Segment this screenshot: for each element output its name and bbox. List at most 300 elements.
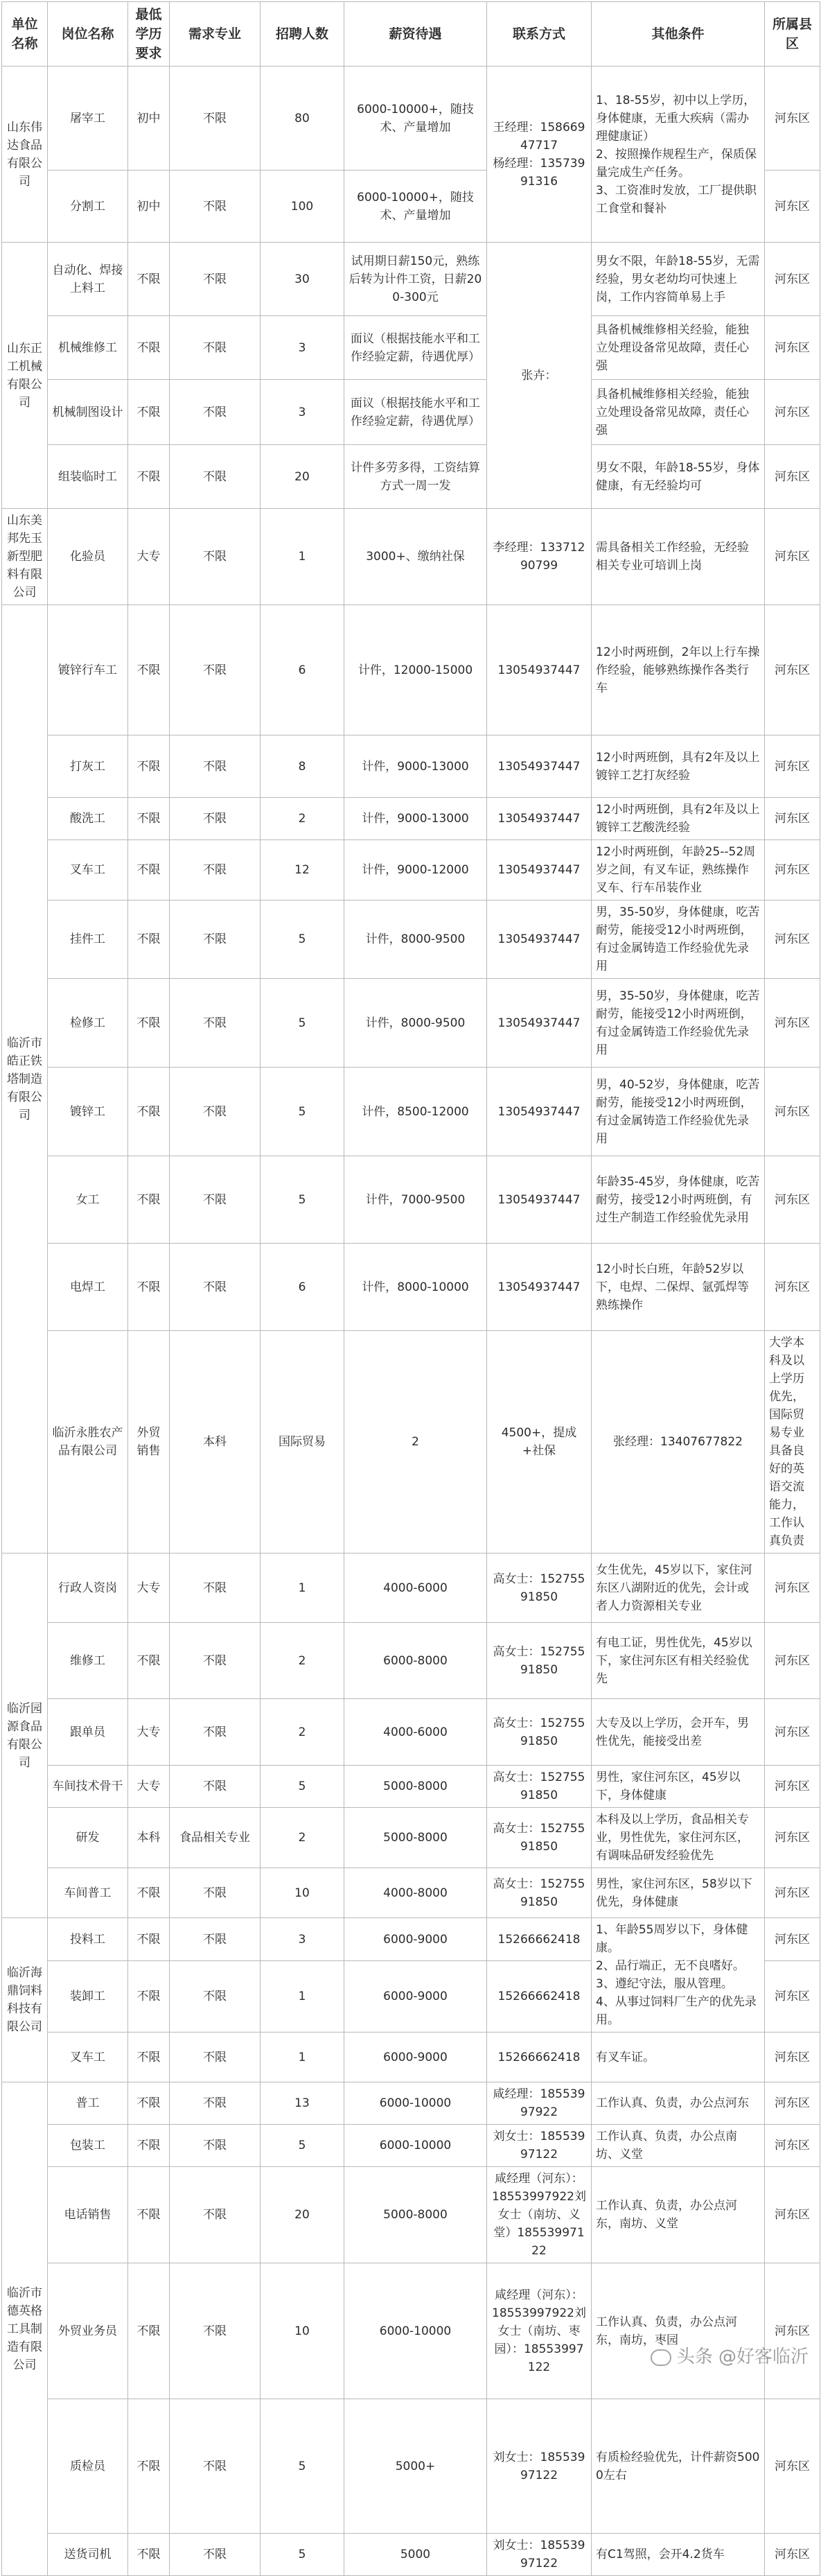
position-cell: 挂件工 <box>48 900 128 979</box>
table-row <box>2 445 820 509</box>
edu-cell: 不限 <box>128 316 170 380</box>
job-table <box>1 1 820 2576</box>
contact-cell: 15266662418 <box>487 1961 592 2033</box>
table-row <box>2 1623 820 1699</box>
table-row <box>2 2125 820 2167</box>
edu-cell: 不限 <box>128 1623 170 1699</box>
table-row <box>2 2082 820 2125</box>
conditions-cell: 12小时两班倒，2年以上行车操作经验，能够熟练操作各类行车 <box>592 605 765 736</box>
edu-cell: 大专 <box>128 1766 170 1808</box>
salary-cell: 6000-8000 <box>344 1623 487 1699</box>
conditions-cell: 有质检经验优先，计件薪资5000左右 <box>592 2399 765 2534</box>
company-cell: 山东正工机械有限公司 <box>2 243 48 509</box>
table-row <box>2 798 820 840</box>
major-cell: 不限 <box>170 445 261 509</box>
company-cell: 临沂海鼎饲料科技有限公司 <box>2 1918 48 2082</box>
edu-cell: 不限 <box>128 798 170 840</box>
count-cell: 1 <box>261 1554 344 1623</box>
salary-cell: 计件，8500-12000 <box>344 1068 487 1156</box>
chat-bubble-icon <box>651 2349 671 2366</box>
edu-cell: 不限 <box>128 2534 170 2576</box>
salary-cell: 6000-10000+，随技术、产量增加 <box>344 67 487 171</box>
major-cell: 不限 <box>170 1068 261 1156</box>
major-cell: 不限 <box>170 979 261 1068</box>
county-cell: 河东区 <box>765 605 820 736</box>
table-row <box>2 243 820 316</box>
table-row <box>2 1068 820 1156</box>
table-row <box>2 2167 820 2263</box>
conditions-cell: 有C1驾照，会开4.2货车 <box>592 2534 765 2576</box>
position-cell: 女工 <box>48 1156 128 1244</box>
position-cell: 装卸工 <box>48 1961 128 2033</box>
contact-cell: 高女士：15275591850 <box>487 1766 592 1808</box>
contact-cell: 张经理：13407677822 <box>592 1331 765 1554</box>
major-cell: 不限 <box>170 2082 261 2125</box>
salary-cell: 6000-10000 <box>344 2263 487 2399</box>
edu-cell: 大专 <box>128 1554 170 1623</box>
count-cell: 1 <box>261 1961 344 2033</box>
salary-cell: 计件，9000-12000 <box>344 840 487 900</box>
company-cell: 临沂永胜农产品有限公司 <box>48 1331 128 1554</box>
major-cell: 国际贸易 <box>261 1331 344 1554</box>
edu-cell: 不限 <box>128 1961 170 2033</box>
position-cell: 叉车工 <box>48 2033 128 2082</box>
position-cell: 研发 <box>48 1808 128 1868</box>
edu-header: 最低学历要求 <box>128 2 170 67</box>
position-cell: 普工 <box>48 2082 128 2125</box>
salary-cell: 计件多劳多得，工资结算方式一周一发 <box>344 445 487 509</box>
county-cell: 河东区 <box>765 1766 820 1808</box>
count-cell: 5 <box>261 2399 344 2534</box>
salary-cell: 5000-8000 <box>344 1766 487 1808</box>
edu-cell: 不限 <box>128 2167 170 2263</box>
county-cell: 河东区 <box>765 1868 820 1918</box>
salary-cell: 5000+ <box>344 2399 487 2534</box>
conditions-cell: 男，35-50岁，身体健康，吃苦耐劳，能接受12小时两班倒，有过金属铸造工作经验优先录用 <box>592 900 765 979</box>
contact-cell: 刘女士：18553997122 <box>487 2125 592 2167</box>
count-cell: 6 <box>261 605 344 736</box>
county-cell: 河东区 <box>765 1961 820 2033</box>
conditions-cell: 工作认真、负责，办公点南坊、义堂 <box>592 2125 765 2167</box>
county-cell: 河东区 <box>765 243 820 316</box>
salary-cell: 计件，9000-13000 <box>344 798 487 840</box>
company-cell: 山东伟达食品有限公司 <box>2 67 48 243</box>
contact-cell: 13054937447 <box>487 736 592 798</box>
company-cell: 临沂园源食品有限公司 <box>2 1554 48 1918</box>
contact-cell: 13054937447 <box>487 1156 592 1244</box>
major-cell: 不限 <box>170 1918 261 1961</box>
edu-cell: 不限 <box>128 380 170 445</box>
table-row <box>2 1554 820 1623</box>
salary-cell: 面议（根据技能水平和工作经验定薪，待遇优厚） <box>344 316 487 380</box>
major-cell: 不限 <box>170 1554 261 1623</box>
table-row <box>2 2399 820 2534</box>
conditions-cell: 本科及以上学历，食品相关专业，男性优先，家住河东区，有调味品研发经验优先 <box>592 1808 765 1868</box>
county-cell: 河东区 <box>765 736 820 798</box>
position-cell: 组装临时工 <box>48 445 128 509</box>
edu-cell: 不限 <box>128 243 170 316</box>
edu-cell: 不限 <box>128 2033 170 2082</box>
county-cell: 河东区 <box>765 979 820 1068</box>
salary-cell: 4000-8000 <box>344 1868 487 1918</box>
county-cell: 河东区 <box>765 67 820 171</box>
major-cell: 不限 <box>170 900 261 979</box>
contact-cell: 13054937447 <box>487 1244 592 1331</box>
salary-cell: 6000-10000 <box>344 2082 487 2125</box>
major-cell: 不限 <box>170 1156 261 1244</box>
count-cell: 12 <box>261 840 344 900</box>
county-cell: 河东区 <box>765 1156 820 1244</box>
contact-cell: 高女士：15275591850 <box>487 1623 592 1699</box>
contact-cell: 15266662418 <box>487 1918 592 1961</box>
contact-cell: 13054937447 <box>487 900 592 979</box>
edu-cell: 不限 <box>128 979 170 1068</box>
table-row <box>2 1918 820 1961</box>
conditions-cell: 男女不限，年龄18-55岁，无需经验，男女老幼均可快速上岗，工作内容简单易上手 <box>592 243 765 316</box>
table-row <box>2 380 820 445</box>
salary-cell: 计件，9000-13000 <box>344 736 487 798</box>
county-cell: 河东区 <box>765 1808 820 1868</box>
county-cell: 河东区 <box>765 798 820 840</box>
major-cell: 不限 <box>170 798 261 840</box>
edu-cell: 初中 <box>128 67 170 171</box>
county-cell: 河东区 <box>765 1623 820 1699</box>
county-cell: 河东区 <box>765 509 820 605</box>
contact-cell: 高女士：15275591850 <box>487 1554 592 1623</box>
major-cell: 不限 <box>170 2125 261 2167</box>
table-row <box>2 1699 820 1766</box>
count-cell: 5 <box>261 1156 344 1244</box>
conditions-cell: 1、年龄55周岁以下，身体健康。 2、品行端正，无不良嗜好。 3、遵纪守法，服从管理。 4、从事过饲料厂生产的优先录用。 <box>592 1918 765 2033</box>
major-cell: 不限 <box>170 2534 261 2576</box>
contact-cell: 13054937447 <box>487 979 592 1068</box>
county-cell: 河东区 <box>765 1699 820 1766</box>
edu-cell: 不限 <box>128 2399 170 2534</box>
edu-cell: 大专 <box>128 1699 170 1766</box>
salary-cell: 4000-6000 <box>344 1554 487 1623</box>
count-cell: 80 <box>261 67 344 171</box>
edu-cell: 不限 <box>128 1068 170 1156</box>
count-cell: 3 <box>261 380 344 445</box>
county-cell: 河东区 <box>765 840 820 900</box>
edu-cell: 本科 <box>170 1331 261 1554</box>
conditions-cell: 年龄35-45岁，身体健康，吃苦耐劳，接受12小时两班倒，有过生产制造工作经验优先录用 <box>592 1156 765 1244</box>
edu-cell: 不限 <box>128 605 170 736</box>
table-row <box>2 736 820 798</box>
major-cell: 不限 <box>170 2263 261 2399</box>
company-cell: 山东美邦先玉新型肥料有限公司 <box>2 509 48 605</box>
salary-cell: 计件，12000-15000 <box>344 605 487 736</box>
contact-cell: 13054937447 <box>487 840 592 900</box>
contact-cell: 高女士：15275591850 <box>487 1699 592 1766</box>
count-cell: 10 <box>261 1868 344 1918</box>
contact-cell: 13054937447 <box>487 605 592 736</box>
major-cell: 不限 <box>170 67 261 171</box>
position-cell: 外贸销售 <box>128 1331 170 1554</box>
county-cell: 河东区 <box>765 2399 820 2534</box>
edu-cell: 不限 <box>128 840 170 900</box>
table-row <box>2 605 820 736</box>
salary-cell: 计件，7000-9500 <box>344 1156 487 1244</box>
table-row <box>2 1331 820 1554</box>
edu-cell: 不限 <box>128 1156 170 1244</box>
position-cell: 酸洗工 <box>48 798 128 840</box>
county-cell: 河东区 <box>765 2125 820 2167</box>
count-cell: 3 <box>261 316 344 380</box>
county-cell: 河东区 <box>765 171 820 243</box>
contact-header: 联系方式 <box>487 2 592 67</box>
count-cell: 5 <box>261 1766 344 1808</box>
count-cell: 2 <box>261 1699 344 1766</box>
position-cell: 检修工 <box>48 979 128 1068</box>
table-row <box>2 979 820 1068</box>
header-row <box>2 2 820 67</box>
conditions-cell: 大学本科及以上学历优先，国际贸易专业具备良好的英语交流能力，工作认真负责 <box>765 1331 820 1554</box>
watermark <box>651 2342 809 2368</box>
major-cell: 不限 <box>170 1766 261 1808</box>
count-cell: 5 <box>261 1068 344 1156</box>
position-cell: 外贸业务员 <box>48 2263 128 2399</box>
contact-cell: 王经理：15866947717 杨经理：13573991316 <box>487 67 592 243</box>
count-header: 招聘人数 <box>261 2 344 67</box>
contact-cell: 高女士：15275591850 <box>487 1808 592 1868</box>
county-header: 所属县区 <box>765 2 820 67</box>
county-cell: 河东区 <box>765 380 820 445</box>
salary-cell: 6000-9000 <box>344 1961 487 2033</box>
position-cell: 包装工 <box>48 2125 128 2167</box>
major-cell: 不限 <box>170 380 261 445</box>
position-cell: 分割工 <box>48 171 128 243</box>
county-cell: 河东区 <box>765 900 820 979</box>
salary-cell: 6000-9000 <box>344 2033 487 2082</box>
salary-cell: 3000+、缴纳社保 <box>344 509 487 605</box>
contact-cell: 13054937447 <box>487 798 592 840</box>
conditions-cell: 男女不限，年龄18-55岁，身体健康，有无经验均可 <box>592 445 765 509</box>
position-cell: 车间技术骨干 <box>48 1766 128 1808</box>
major-cell: 不限 <box>170 509 261 605</box>
table-row <box>2 1766 820 1808</box>
conditions-cell: 有电工证，男性优先，45岁以下，家住河东区有相关经验优先 <box>592 1623 765 1699</box>
major-cell: 不限 <box>170 243 261 316</box>
edu-cell: 不限 <box>128 900 170 979</box>
contact-cell: 咸经理（河东）：18553997922刘女士（南坊、义堂）18553997122 <box>487 2167 592 2263</box>
table-row <box>2 1156 820 1244</box>
edu-cell: 不限 <box>128 1868 170 1918</box>
conditions-cell: 有叉车证。 <box>592 2033 765 2082</box>
conditions-cell: 12小时两班倒，具有2年及以上镀锌工艺酸洗经验 <box>592 798 765 840</box>
conditions-cell: 具备机械维修相关经验，能独立处理设备常见故障，责任心强 <box>592 380 765 445</box>
conditions-cell: 男，40-52岁，身体健康，吃苦耐劳，能接受12小时两班倒，有过金属铸造工作经验优先录用 <box>592 1068 765 1156</box>
conditions-cell: 需具备相关工作经验，无经验相关专业可培训上岗 <box>592 509 765 605</box>
count-cell: 1 <box>261 509 344 605</box>
county-cell: 河东区 <box>765 1554 820 1623</box>
conditions-cell: 大专及以上学历，会开车，男性优先，能接受出差 <box>592 1699 765 1766</box>
major-cell: 不限 <box>170 1868 261 1918</box>
position-cell: 自动化、焊接上料工 <box>48 243 128 316</box>
major-cell: 不限 <box>170 2167 261 2263</box>
count-cell: 5 <box>261 2125 344 2167</box>
salary-cell: 5000-8000 <box>344 1808 487 1868</box>
salary-cell: 计件，8000-9500 <box>344 900 487 979</box>
salary-cell: 6000-10000+，随技术、产量增加 <box>344 171 487 243</box>
salary-cell: 计件，8000-9500 <box>344 979 487 1068</box>
edu-cell: 大专 <box>128 509 170 605</box>
position-cell: 镀锌行车工 <box>48 605 128 736</box>
conditions-cell: 1、18-55岁，初中以上学历，身体健康，无重大疾病（需办理健康证） 2、按照操作规程生产，保质保量完成生产任务。 3、工资准时发放，工厂提供职工食堂和餐补 <box>592 67 765 243</box>
count-cell: 2 <box>344 1331 487 1554</box>
position-header: 岗位名称 <box>48 2 128 67</box>
table-row <box>2 2033 820 2082</box>
company-cell: 临沂市皓正铁塔制造有限公司 <box>2 605 48 1554</box>
count-cell: 2 <box>261 798 344 840</box>
county-cell: 河东区 <box>765 2534 820 2576</box>
table-row <box>2 509 820 605</box>
position-cell: 屠宰工 <box>48 67 128 171</box>
count-cell: 13 <box>261 2082 344 2125</box>
salary-cell: 4000-6000 <box>344 1699 487 1766</box>
position-cell: 投料工 <box>48 1918 128 1961</box>
table-row <box>2 67 820 171</box>
conditions-cell: 12小时长白班，年龄52岁以下，电焊、二保焊、氩弧焊等熟练操作 <box>592 1244 765 1331</box>
watermark-text: 头条 @好客临沂 <box>676 2347 809 2367</box>
contact-cell: 刘女士：18553997122 <box>487 2399 592 2534</box>
conditions-header: 其他条件 <box>592 2 765 67</box>
position-cell: 机械制图设计 <box>48 380 128 445</box>
count-cell: 6 <box>261 1244 344 1331</box>
conditions-cell: 具备机械维修相关经验，能独立处理设备常见故障，责任心强 <box>592 316 765 380</box>
salary-cell: 6000-10000 <box>344 2125 487 2167</box>
major-cell: 不限 <box>170 1244 261 1331</box>
edu-cell: 不限 <box>128 2082 170 2125</box>
contact-cell: 咸经理（河东）：18553997922刘女士（南坊、枣园）：18553997122 <box>487 2263 592 2399</box>
table-body <box>2 67 820 2576</box>
salary-header: 薪资待遇 <box>344 2 487 67</box>
contact-cell: 15266662418 <box>487 2033 592 2082</box>
salary-cell: 4500+，提成+社保 <box>487 1331 592 1554</box>
major-cell: 不限 <box>170 1699 261 1766</box>
count-cell: 8 <box>261 736 344 798</box>
edu-cell: 不限 <box>128 736 170 798</box>
county-cell: 河东区 <box>765 2263 820 2399</box>
contact-cell: 张卉： <box>487 243 592 509</box>
county-cell: 河东区 <box>765 316 820 380</box>
county-cell: 河东区 <box>765 1918 820 1961</box>
conditions-cell: 工作认真、负责，办公点河东，南坊，枣园 <box>592 2263 765 2399</box>
count-cell: 5 <box>261 2534 344 2576</box>
edu-cell: 不限 <box>128 1244 170 1331</box>
county-cell: 河东区 <box>765 2167 820 2263</box>
major-cell: 不限 <box>170 736 261 798</box>
count-cell: 10 <box>261 2263 344 2399</box>
contact-cell: 13054937447 <box>487 1068 592 1156</box>
conditions-cell: 男性，家住河东区，45岁以下，身体健康 <box>592 1766 765 1808</box>
edu-cell: 初中 <box>128 171 170 243</box>
conditions-cell: 女生优先，45岁以下，家住河东区八湖附近的优先，会计或者人力资源相关专业 <box>592 1554 765 1623</box>
major-cell: 不限 <box>170 2033 261 2082</box>
position-cell: 质检员 <box>48 2399 128 2534</box>
county-cell: 河东区 <box>765 445 820 509</box>
count-cell: 2 <box>261 1808 344 1868</box>
table-row <box>2 2534 820 2576</box>
county-cell: 河东区 <box>765 1244 820 1331</box>
edu-cell: 不限 <box>128 2125 170 2167</box>
position-cell: 化验员 <box>48 509 128 605</box>
position-cell: 送货司机 <box>48 2534 128 2576</box>
table-row <box>2 840 820 900</box>
position-cell: 打灰工 <box>48 736 128 798</box>
position-cell: 车间普工 <box>48 1868 128 1918</box>
count-cell: 3 <box>261 1918 344 1961</box>
position-cell: 叉车工 <box>48 840 128 900</box>
major-cell: 不限 <box>170 1623 261 1699</box>
position-cell: 电话销售 <box>48 2167 128 2263</box>
conditions-cell: 工作认真、负责，办公点河东 <box>592 2082 765 2125</box>
edu-cell: 不限 <box>128 2263 170 2399</box>
position-cell: 电焊工 <box>48 1244 128 1331</box>
company-cell: 临沂市德英格工具制造有限公司 <box>2 2082 48 2576</box>
contact-cell: 刘女士：18553997122 <box>487 2534 592 2576</box>
salary-cell: 6000-9000 <box>344 1918 487 1961</box>
contact-cell: 高女士：15275591850 <box>487 1868 592 1918</box>
count-cell: 1 <box>261 2033 344 2082</box>
table-row <box>2 1808 820 1868</box>
conditions-cell: 12小时两班倒，年龄25--52周岁之间，有叉车证，熟练操作叉车、行车吊装作业 <box>592 840 765 900</box>
salary-cell: 5000-8000 <box>344 2167 487 2263</box>
table-row <box>2 1244 820 1331</box>
major-cell: 不限 <box>170 316 261 380</box>
salary-cell: 面议（根据技能水平和工作经验定薪，待遇优厚） <box>344 380 487 445</box>
table-row <box>2 2263 820 2399</box>
count-cell: 5 <box>261 900 344 979</box>
conditions-cell: 男，35-50岁，身体健康，吃苦耐劳，能接受12小时两班倒，有过金属铸造工作经验优先录用 <box>592 979 765 1068</box>
contact-cell: 李经理：13371290799 <box>487 509 592 605</box>
edu-cell: 本科 <box>128 1808 170 1868</box>
conditions-cell: 12小时两班倒，具有2年及以上镀锌工艺打灰经验 <box>592 736 765 798</box>
position-cell: 维修工 <box>48 1623 128 1699</box>
edu-cell: 不限 <box>128 1918 170 1961</box>
position-cell: 跟单员 <box>48 1699 128 1766</box>
count-cell: 2 <box>261 1623 344 1699</box>
major-cell: 不限 <box>170 171 261 243</box>
salary-cell: 计件，8000-10000 <box>344 1244 487 1331</box>
major-cell: 不限 <box>170 605 261 736</box>
major-cell: 不限 <box>170 1961 261 2033</box>
conditions-cell: 男性，家住河东区，58岁以下优先，身体健康 <box>592 1868 765 1918</box>
count-cell: 20 <box>261 2167 344 2263</box>
count-cell: 5 <box>261 979 344 1068</box>
table-row <box>2 1868 820 1918</box>
major-cell: 食品相关专业 <box>170 1808 261 1868</box>
major-cell: 不限 <box>170 2399 261 2534</box>
salary-cell: 5000 <box>344 2534 487 2576</box>
count-cell: 20 <box>261 445 344 509</box>
count-cell: 30 <box>261 243 344 316</box>
county-cell: 河东区 <box>765 2082 820 2125</box>
position-cell: 镀锌工 <box>48 1068 128 1156</box>
table-row <box>2 316 820 380</box>
county-cell: 河东区 <box>765 1068 820 1156</box>
edu-cell: 不限 <box>128 445 170 509</box>
major-header: 需求专业 <box>170 2 261 67</box>
count-cell: 100 <box>261 171 344 243</box>
conditions-cell: 工作认真、负责，办公点河东，南坊、义堂 <box>592 2167 765 2263</box>
table-row <box>2 900 820 979</box>
position-cell: 机械维修工 <box>48 316 128 380</box>
position-cell: 行政人资岗 <box>48 1554 128 1623</box>
county-cell: 河东区 <box>765 2033 820 2082</box>
contact-cell: 咸经理：18553997922 <box>487 2082 592 2125</box>
company-header: 单位名称 <box>2 2 48 67</box>
